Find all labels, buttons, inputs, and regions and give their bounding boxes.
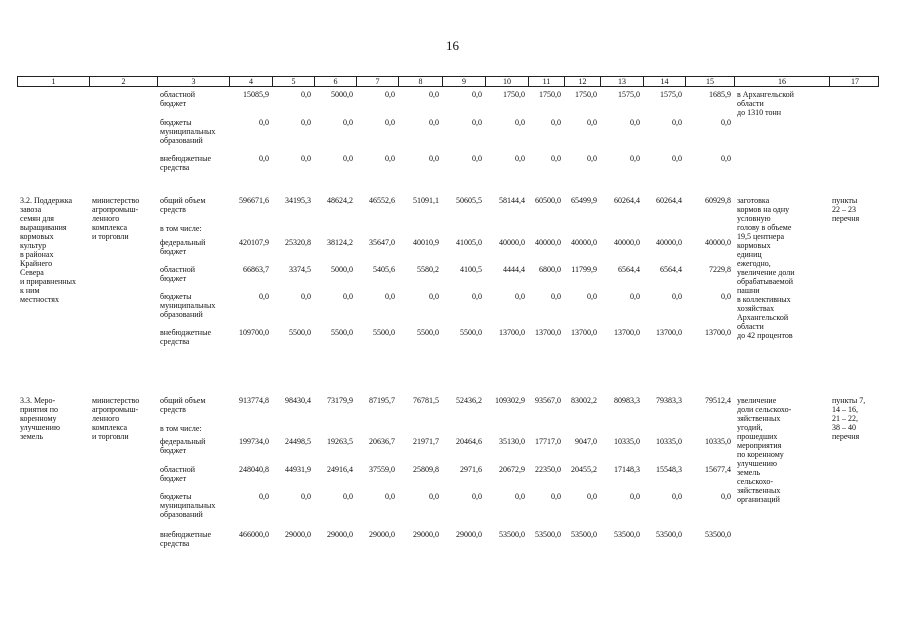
result-description: до 42 процентов — [737, 331, 793, 340]
row-label: федеральный — [160, 238, 206, 247]
value-cell: 51091,1 — [413, 196, 439, 205]
executor: агропромыш- — [92, 405, 139, 414]
value-cell: 5500,0 — [460, 328, 482, 337]
value-cell: 15085,9 — [243, 90, 269, 99]
header-col-16: 16 — [735, 77, 830, 86]
value-cell: 60500,0 — [535, 196, 561, 205]
value-cell: 0,0 — [721, 118, 731, 127]
value-cell: 0,0 — [385, 90, 395, 99]
value-cell: 6800,0 — [539, 265, 561, 274]
value-cell: 44931,9 — [285, 465, 311, 474]
value-cell: 20636,7 — [369, 437, 395, 446]
row-label: бюджет — [160, 474, 187, 483]
header-col-4: 4 — [230, 77, 273, 86]
value-cell: 913774,8 — [239, 396, 269, 405]
value-cell: 1750,0 — [575, 90, 597, 99]
value-cell: 248040,8 — [239, 465, 269, 474]
value-cell: 0,0 — [343, 118, 353, 127]
result-description: доли сельскохо- — [737, 405, 792, 414]
value-cell: 0,0 — [385, 154, 395, 163]
plan-reference: 14 – 16, — [832, 405, 858, 414]
result-description: увеличение — [737, 396, 777, 405]
value-cell: 29000,0 — [369, 530, 395, 539]
measure-name: кормовых — [20, 232, 54, 241]
value-cell: 0,0 — [429, 492, 439, 501]
plan-reference: перечня — [832, 432, 860, 441]
plan-reference: пункты 7, — [832, 396, 866, 405]
value-cell: 7229,8 — [709, 265, 731, 274]
result-description: кормовых — [737, 241, 771, 250]
value-cell: 87195,7 — [369, 396, 395, 405]
value-cell: 21971,7 — [413, 437, 439, 446]
value-cell: 0,0 — [301, 492, 311, 501]
value-cell: 20672,9 — [499, 465, 525, 474]
value-cell: 53500,0 — [656, 530, 682, 539]
value-cell: 0,0 — [343, 292, 353, 301]
result-description: 19,5 центнера — [737, 232, 784, 241]
value-cell: 0,0 — [515, 492, 525, 501]
value-cell: 4100,5 — [460, 265, 482, 274]
plan-reference: пункты — [832, 196, 858, 205]
value-cell: 5580,2 — [417, 265, 439, 274]
result-description: заготовка — [737, 196, 770, 205]
value-cell: 40000,0 — [571, 238, 597, 247]
value-cell: 17717,0 — [535, 437, 561, 446]
value-cell: 53500,0 — [614, 530, 640, 539]
value-cell: 1750,0 — [539, 90, 561, 99]
value-cell: 0,0 — [630, 154, 640, 163]
row-label: областной — [160, 465, 196, 474]
value-cell: 60264,4 — [614, 196, 640, 205]
value-cell: 0,0 — [672, 118, 682, 127]
value-cell: 0,0 — [672, 492, 682, 501]
value-cell: 41005,0 — [456, 238, 482, 247]
value-cell: 38124,2 — [327, 238, 353, 247]
value-cell: 0,0 — [301, 118, 311, 127]
value-cell: 199734,0 — [239, 437, 269, 446]
value-cell: 5500,0 — [417, 328, 439, 337]
value-cell: 109302,9 — [495, 396, 525, 405]
value-cell: 0,0 — [259, 118, 269, 127]
value-cell: 13700,0 — [614, 328, 640, 337]
value-cell: 0,0 — [472, 292, 482, 301]
row-label: муниципальных — [160, 127, 216, 136]
executor: ленного — [92, 214, 120, 223]
row-label: образований — [160, 510, 203, 519]
value-cell: 466000,0 — [239, 530, 269, 539]
measure-name: земель — [20, 432, 43, 441]
header-col-6: 6 — [315, 77, 357, 86]
row-label: бюджеты — [160, 118, 192, 127]
result-description: Архангельской — [737, 313, 789, 322]
executor: ленного — [92, 414, 120, 423]
value-cell: 58144,4 — [499, 196, 525, 205]
executor: министерство — [92, 196, 140, 205]
value-cell: 53500,0 — [705, 530, 731, 539]
result-description: зяйственных — [737, 486, 781, 495]
subtotal-caption: в том числе: — [160, 224, 202, 233]
value-cell: 5000,0 — [331, 265, 353, 274]
result-description: мероприятия — [737, 441, 782, 450]
header-col-10: 10 — [486, 77, 529, 86]
value-cell: 10335,0 — [614, 437, 640, 446]
header-col-12: 12 — [565, 77, 601, 86]
value-cell: 0,0 — [472, 154, 482, 163]
value-cell: 11799,9 — [571, 265, 597, 274]
value-cell: 0,0 — [515, 292, 525, 301]
measure-name: коренному — [20, 414, 57, 423]
value-cell: 5405,6 — [373, 265, 395, 274]
result-description: зяйственных — [737, 414, 781, 423]
value-cell: 1575,0 — [660, 90, 682, 99]
header-col-14: 14 — [644, 77, 686, 86]
value-cell: 19263,5 — [327, 437, 353, 446]
result-description: увеличение доли — [737, 268, 795, 277]
value-cell: 5500,0 — [331, 328, 353, 337]
measure-name: приятия по — [20, 405, 58, 414]
value-cell: 596671,6 — [239, 196, 269, 205]
result-description: обрабатываемой — [737, 277, 794, 286]
value-cell: 5000,0 — [331, 90, 353, 99]
measure-name: 3.3. Меро- — [20, 396, 56, 405]
value-cell: 0,0 — [429, 118, 439, 127]
value-cell: 0,0 — [472, 118, 482, 127]
result-description: земель — [737, 468, 760, 477]
value-cell: 53500,0 — [535, 530, 561, 539]
value-cell: 10335,0 — [656, 437, 682, 446]
measure-name: культур — [20, 241, 47, 250]
value-cell: 73179,9 — [327, 396, 353, 405]
value-cell: 35647,0 — [369, 238, 395, 247]
value-cell: 0,0 — [721, 154, 731, 163]
value-cell: 9047,0 — [575, 437, 597, 446]
header-col-8: 8 — [399, 77, 443, 86]
value-cell: 0,0 — [551, 292, 561, 301]
result-description: по коренному — [737, 450, 784, 459]
value-cell: 13700,0 — [499, 328, 525, 337]
result-description: кормов на одну — [737, 205, 790, 214]
value-cell: 0,0 — [672, 292, 682, 301]
value-cell: 48624,2 — [327, 196, 353, 205]
row-label: бюджет — [160, 274, 187, 283]
row-label: бюджет — [160, 446, 187, 455]
value-cell: 0,0 — [429, 292, 439, 301]
value-cell: 79512,4 — [705, 396, 731, 405]
executor: комплекса — [92, 423, 128, 432]
value-cell: 420107,9 — [239, 238, 269, 247]
value-cell: 0,0 — [630, 118, 640, 127]
value-cell: 0,0 — [259, 492, 269, 501]
value-cell: 46552,6 — [369, 196, 395, 205]
value-cell: 5500,0 — [373, 328, 395, 337]
value-cell: 25320,8 — [285, 238, 311, 247]
value-cell: 40000,0 — [535, 238, 561, 247]
value-cell: 40000,0 — [656, 238, 682, 247]
measure-name: местностях — [20, 295, 59, 304]
measure-name: в районах — [20, 250, 54, 259]
value-cell: 5500,0 — [289, 328, 311, 337]
value-cell: 79383,3 — [656, 396, 682, 405]
header-col-5: 5 — [273, 77, 315, 86]
value-cell: 93567,0 — [535, 396, 561, 405]
result-description: прошедших — [737, 432, 778, 441]
result-description: единиц — [737, 250, 762, 259]
value-cell: 0,0 — [343, 154, 353, 163]
row-label: бюджеты — [160, 492, 192, 501]
value-cell: 80983,3 — [614, 396, 640, 405]
result-description: до 1310 тонн — [737, 108, 782, 117]
row-label: образований — [160, 310, 203, 319]
value-cell: 40000,0 — [705, 238, 731, 247]
measure-name: Севера — [20, 268, 44, 277]
result-description: ежегодно, — [737, 259, 771, 268]
measure-name: и приравненных — [20, 277, 76, 286]
value-cell: 0,0 — [301, 90, 311, 99]
result-description: в коллективных — [737, 295, 791, 304]
row-label: бюджет — [160, 247, 187, 256]
value-cell: 13700,0 — [571, 328, 597, 337]
table-header-row — [17, 76, 879, 87]
value-cell: 0,0 — [429, 90, 439, 99]
value-cell: 0,0 — [429, 154, 439, 163]
header-col-15: 15 — [686, 77, 735, 86]
value-cell: 40010,9 — [413, 238, 439, 247]
result-description: сельскохо- — [737, 477, 774, 486]
plan-reference: 38 – 40 — [832, 423, 856, 432]
measure-name: выращивания — [20, 223, 67, 232]
value-cell: 0,0 — [551, 154, 561, 163]
header-col-13: 13 — [601, 77, 644, 86]
value-cell: 24916,4 — [327, 465, 353, 474]
value-cell: 0,0 — [301, 154, 311, 163]
row-label: средств — [160, 205, 186, 214]
result-description: пашни — [737, 286, 760, 295]
row-label: средства — [160, 163, 190, 172]
measure-name: 3.2. Поддержка — [20, 196, 73, 205]
result-description: угодий, — [737, 423, 763, 432]
value-cell: 22350,0 — [535, 465, 561, 474]
value-cell: 76781,5 — [413, 396, 439, 405]
row-label: общий объем — [160, 196, 206, 205]
value-cell: 0,0 — [385, 292, 395, 301]
value-cell: 53500,0 — [499, 530, 525, 539]
value-cell: 98430,4 — [285, 396, 311, 405]
value-cell: 24498,5 — [285, 437, 311, 446]
result-description: в Архангельской — [737, 90, 794, 99]
executor: комплекса — [92, 223, 128, 232]
executor: и торговли — [92, 232, 129, 241]
value-cell: 52436,2 — [456, 396, 482, 405]
row-label: бюджеты — [160, 292, 192, 301]
row-label: муниципальных — [160, 501, 216, 510]
result-description: области — [737, 99, 764, 108]
value-cell: 15548,3 — [656, 465, 682, 474]
value-cell: 0,0 — [301, 292, 311, 301]
measure-name: Крайнего — [20, 259, 53, 268]
row-label: областной — [160, 265, 196, 274]
value-cell: 15677,4 — [705, 465, 731, 474]
value-cell: 13700,0 — [705, 328, 731, 337]
row-label: средства — [160, 539, 190, 548]
result-description: организаций — [737, 495, 780, 504]
value-cell: 65499,9 — [571, 196, 597, 205]
value-cell: 1575,0 — [618, 90, 640, 99]
result-description: улучшению — [737, 459, 777, 468]
row-label: образований — [160, 136, 203, 145]
row-label: внебюджетные — [160, 328, 211, 337]
header-col-7: 7 — [357, 77, 399, 86]
header-col-2: 2 — [90, 77, 158, 86]
value-cell: 0,0 — [343, 492, 353, 501]
value-cell: 37559,0 — [369, 465, 395, 474]
value-cell: 40000,0 — [499, 238, 525, 247]
value-cell: 1750,0 — [503, 90, 525, 99]
measure-name: семян для — [20, 214, 54, 223]
value-cell: 0,0 — [672, 154, 682, 163]
header-col-1: 1 — [18, 77, 90, 86]
row-label: областной — [160, 90, 196, 99]
executor: министерство — [92, 396, 140, 405]
value-cell: 0,0 — [721, 492, 731, 501]
header-col-3: 3 — [158, 77, 230, 86]
value-cell: 29000,0 — [456, 530, 482, 539]
value-cell: 0,0 — [587, 154, 597, 163]
value-cell: 13700,0 — [535, 328, 561, 337]
value-cell: 0,0 — [472, 90, 482, 99]
value-cell: 17148,3 — [614, 465, 640, 474]
row-label: федеральный — [160, 437, 206, 446]
subtotal-caption: в том числе: — [160, 424, 202, 433]
value-cell: 25809,8 — [413, 465, 439, 474]
value-cell: 2971,6 — [460, 465, 482, 474]
value-cell: 0,0 — [472, 492, 482, 501]
row-label: внебюджетные — [160, 154, 211, 163]
measure-name: к ним — [20, 286, 40, 295]
measure-name: улучшению — [20, 423, 60, 432]
plan-reference: 21 – 22, — [832, 414, 858, 423]
result-description: хозяйствах — [737, 304, 775, 313]
value-cell: 20455,2 — [571, 465, 597, 474]
result-description: голову в объеме — [737, 223, 792, 232]
plan-reference: перечня — [832, 214, 860, 223]
value-cell: 6564,4 — [660, 265, 682, 274]
value-cell: 29000,0 — [285, 530, 311, 539]
value-cell: 13700,0 — [656, 328, 682, 337]
page-number: 16 — [446, 38, 459, 53]
value-cell: 66863,7 — [243, 265, 269, 274]
value-cell: 1685,9 — [709, 90, 731, 99]
value-cell: 29000,0 — [327, 530, 353, 539]
value-cell: 35130,0 — [499, 437, 525, 446]
value-cell: 53500,0 — [571, 530, 597, 539]
result-description: условную — [737, 214, 771, 223]
value-cell: 0,0 — [385, 118, 395, 127]
value-cell: 3374,5 — [289, 265, 311, 274]
measure-name: завоза — [20, 205, 42, 214]
header-col-17: 17 — [851, 77, 859, 86]
value-cell: 60264,4 — [656, 196, 682, 205]
value-cell: 0,0 — [587, 292, 597, 301]
value-cell: 0,0 — [551, 492, 561, 501]
row-label: средства — [160, 337, 190, 346]
value-cell: 0,0 — [630, 492, 640, 501]
value-cell: 4444,4 — [503, 265, 525, 274]
result-description: области — [737, 322, 764, 331]
value-cell: 6564,4 — [618, 265, 640, 274]
value-cell: 0,0 — [721, 292, 731, 301]
value-cell: 50605,5 — [456, 196, 482, 205]
executor: и торговли — [92, 432, 129, 441]
value-cell: 0,0 — [385, 492, 395, 501]
value-cell: 0,0 — [259, 154, 269, 163]
row-label: внебюджетные — [160, 530, 211, 539]
value-cell: 34195,3 — [285, 196, 311, 205]
value-cell: 0,0 — [515, 154, 525, 163]
value-cell: 29000,0 — [413, 530, 439, 539]
value-cell: 83002,2 — [571, 396, 597, 405]
value-cell: 60929,8 — [705, 196, 731, 205]
value-cell: 10335,0 — [705, 437, 731, 446]
value-cell: 109700,0 — [239, 328, 269, 337]
value-cell: 0,0 — [259, 292, 269, 301]
row-label: бюджет — [160, 99, 187, 108]
row-label: муниципальных — [160, 301, 216, 310]
plan-reference: 22 – 23 — [832, 205, 856, 214]
value-cell: 40000,0 — [614, 238, 640, 247]
value-cell: 0,0 — [515, 118, 525, 127]
value-cell: 0,0 — [587, 492, 597, 501]
executor: агропромыш- — [92, 205, 139, 214]
value-cell: 0,0 — [587, 118, 597, 127]
header-col-11: 11 — [529, 77, 565, 86]
row-label: общий объем — [160, 396, 206, 405]
value-cell: 20464,6 — [456, 437, 482, 446]
row-label: средств — [160, 405, 186, 414]
value-cell: 0,0 — [630, 292, 640, 301]
header-col-9: 9 — [443, 77, 486, 86]
value-cell: 0,0 — [551, 118, 561, 127]
